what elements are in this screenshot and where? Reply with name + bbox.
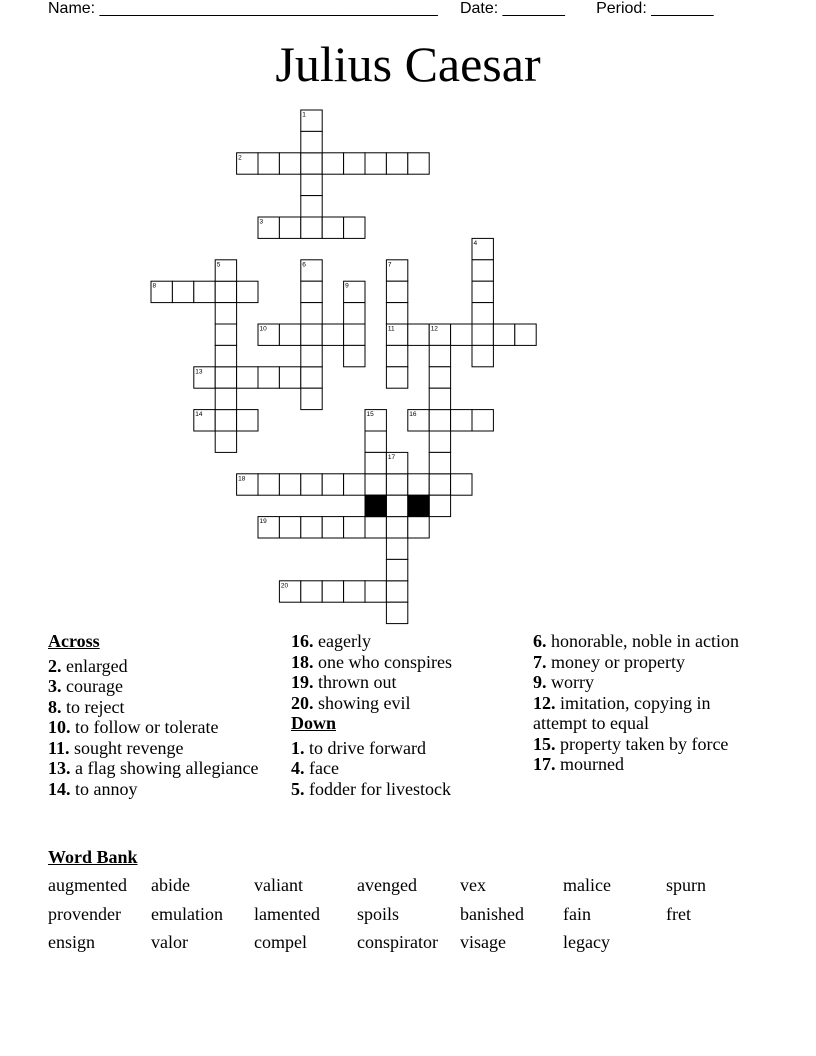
grid-cell[interactable] — [386, 517, 407, 538]
clue-text: money or property — [551, 651, 685, 672]
clue-number: 14. — [48, 778, 71, 799]
across-heading: Across — [48, 631, 100, 651]
date-field[interactable]: Date: _______ — [459, 0, 565, 17]
grid-cell[interactable] — [386, 495, 407, 516]
grid-clue-number: 12 — [430, 325, 438, 333]
grid-clue-number: 1 — [302, 111, 306, 119]
grid-cell[interactable] — [429, 410, 450, 431]
grid-cell[interactable] — [301, 281, 322, 302]
grid-cell[interactable] — [237, 281, 258, 302]
grid-clue-number: 5 — [216, 261, 221, 269]
grid-cell[interactable] — [408, 474, 429, 495]
word-bank — [48, 875, 769, 954]
clue-item — [48, 758, 268, 779]
grid-cell[interactable] — [515, 324, 536, 345]
grid-cell[interactable] — [386, 474, 407, 495]
clues-column-3 — [533, 631, 758, 775]
clue-text: mourned — [560, 754, 624, 774]
grid-cell[interactable] — [365, 517, 386, 538]
clue-item — [48, 697, 268, 718]
word-bank-item: abide — [151, 875, 190, 895]
grid-clue-number: 11 — [387, 325, 395, 333]
grid-cell[interactable] — [451, 410, 472, 431]
clue-item — [291, 693, 516, 714]
clue-number: 17. — [533, 754, 556, 774]
word-bank-item: fret — [666, 903, 691, 924]
grid-cell[interactable] — [215, 431, 236, 452]
grid-cell[interactable] — [258, 153, 279, 174]
grid-cell[interactable] — [322, 517, 343, 538]
grid-cell[interactable] — [386, 581, 407, 602]
grid-clue-number: 19 — [259, 518, 267, 526]
grid-cell[interactable] — [429, 345, 450, 366]
clue-number: 7. — [533, 651, 547, 672]
clue-text: property taken by force — [560, 733, 729, 754]
word-bank-item: provender — [48, 903, 121, 924]
grid-cell[interactable] — [237, 410, 258, 431]
clue-item — [291, 652, 516, 673]
grid-cell[interactable] — [344, 153, 365, 174]
clue-item — [291, 758, 516, 779]
grid-cell[interactable] — [386, 367, 407, 388]
clues-column-1 — [48, 631, 268, 799]
word-bank-item: valor — [151, 932, 188, 952]
word-bank-item: vex — [460, 875, 486, 895]
grid-clue-number: 7 — [387, 261, 392, 269]
grid-cell[interactable] — [258, 474, 279, 495]
grid-cell[interactable] — [301, 324, 322, 345]
word-bank-item: ensign — [48, 932, 95, 952]
grid-cell[interactable] — [215, 303, 236, 324]
grid-cell[interactable] — [451, 474, 472, 495]
grid-cell[interactable] — [472, 345, 493, 366]
name-field[interactable]: Name: ______________________________________ — [48, 0, 438, 17]
word-bank-title: Word Bank — [48, 847, 138, 867]
clue-text: courage — [66, 676, 123, 696]
clue-number: 16. — [291, 631, 314, 651]
grid-clue-number: 14 — [195, 411, 203, 419]
word-bank-item: malice — [563, 875, 611, 895]
clue-item — [48, 676, 268, 697]
clue-text: eagerly — [318, 631, 371, 651]
word-bank-item: augmented — [48, 875, 127, 895]
grid-cell[interactable] — [301, 303, 322, 324]
grid-cell[interactable] — [279, 517, 300, 538]
clue-number: 13. — [48, 758, 71, 778]
grid-cell[interactable] — [365, 431, 386, 452]
page-title: Julius Caesar — [275, 36, 541, 92]
grid-cell[interactable] — [215, 367, 236, 388]
grid-cell[interactable] — [172, 281, 193, 302]
down-heading: Down — [291, 713, 337, 733]
grid-cell[interactable] — [386, 345, 407, 366]
grid-clue-number: 18 — [238, 475, 246, 483]
clue-number: 3. — [48, 676, 62, 696]
clue-item — [48, 656, 268, 677]
grid-cell[interactable] — [215, 345, 236, 366]
word-bank-item: lamented — [254, 903, 320, 924]
grid-cell[interactable] — [451, 324, 472, 345]
clue-number: 15. — [533, 733, 556, 754]
grid-cell[interactable] — [386, 153, 407, 174]
clue-number: 5. — [291, 778, 305, 799]
grid-cell[interactable] — [301, 345, 322, 366]
clue-number: 2. — [48, 655, 62, 676]
clue-text: sought revenge — [74, 737, 184, 758]
clue-number: 10. — [48, 717, 71, 737]
grid-clue-number: 4 — [473, 239, 478, 247]
clue-item — [533, 631, 758, 652]
clue-text: honorable, noble in action — [551, 631, 739, 651]
clue-text: one who conspires — [318, 651, 452, 672]
grid-cell[interactable] — [279, 324, 300, 345]
word-bank-item: valiant — [254, 875, 303, 895]
clue-number: 11. — [48, 737, 70, 758]
clue-text: to annoy — [75, 778, 138, 799]
black-cell — [365, 495, 386, 516]
grid-clue-number: 16 — [409, 411, 417, 419]
grid-cell[interactable] — [215, 388, 236, 409]
grid-cell[interactable] — [344, 324, 365, 345]
grid-clue-number: 20 — [280, 582, 289, 590]
grid-cell[interactable] — [429, 474, 450, 495]
grid-cell[interactable] — [258, 367, 279, 388]
clue-item — [291, 631, 516, 652]
word-bank-item: avenged — [357, 875, 417, 895]
clue-item — [48, 738, 268, 759]
word-bank-item: banished — [460, 903, 524, 924]
grid-cell[interactable] — [344, 345, 365, 366]
word-bank-item: emulation — [151, 903, 223, 924]
grid-cell[interactable] — [322, 324, 343, 345]
clue-text: thrown out — [318, 672, 397, 692]
clue-item — [533, 652, 758, 673]
grid-cell[interactable] — [429, 388, 450, 409]
clue-number: 12. — [533, 692, 556, 713]
clue-item — [533, 734, 758, 755]
clue-number: 19. — [291, 672, 314, 692]
clue-number: 8. — [48, 696, 62, 717]
grid-cell[interactable] — [365, 153, 386, 174]
grid-cell[interactable] — [301, 388, 322, 409]
grid-cell[interactable] — [322, 217, 343, 238]
clue-item — [533, 672, 758, 693]
grid-cell[interactable] — [429, 431, 450, 452]
grid-cell[interactable] — [344, 474, 365, 495]
grid-cell[interactable] — [301, 153, 322, 174]
grid-cell[interactable] — [279, 153, 300, 174]
word-bank-item: compel — [254, 932, 307, 952]
grid-cell[interactable] — [472, 410, 493, 431]
clue-text: to reject — [66, 696, 125, 717]
clue-item — [48, 717, 268, 738]
grid-cell[interactable] — [301, 517, 322, 538]
grid-cell[interactable] — [429, 495, 450, 516]
word-bank-item: fain — [563, 903, 591, 924]
clue-text: fodder for livestock — [309, 778, 451, 799]
grid-cell[interactable] — [429, 452, 450, 473]
word-bank-item: legacy — [563, 932, 610, 952]
grid-clue-number: 15 — [366, 411, 374, 419]
grid-cell[interactable] — [322, 581, 343, 602]
clue-item — [533, 754, 758, 775]
grid-cell[interactable] — [322, 153, 343, 174]
clue-text: a flag showing allegiance — [75, 758, 259, 778]
grid-cell[interactable] — [365, 474, 386, 495]
grid-cell[interactable] — [344, 517, 365, 538]
grid-cell[interactable] — [386, 602, 407, 623]
grid-cell[interactable] — [279, 474, 300, 495]
clue-text: imitation, copying in attempt to equal — [533, 692, 711, 733]
grid-cell[interactable] — [386, 303, 407, 324]
grid-cell[interactable] — [386, 538, 407, 559]
clue-text: to drive forward — [309, 737, 426, 758]
clue-number: 18. — [291, 651, 314, 672]
grid-clue-number: 3 — [259, 218, 264, 226]
grid-cell[interactable] — [194, 281, 215, 302]
grid-cell[interactable] — [408, 324, 429, 345]
grid-cell[interactable] — [301, 217, 322, 238]
grid-cell[interactable] — [408, 153, 429, 174]
clue-number: 6. — [533, 631, 547, 651]
grid-cell[interactable] — [386, 281, 407, 302]
grid-cell[interactable] — [301, 196, 322, 217]
word-bank-item: conspirator — [357, 932, 438, 952]
clue-number: 1. — [291, 737, 305, 758]
period-field[interactable]: Period: _______ — [596, 0, 714, 17]
grid-cell[interactable] — [386, 559, 407, 580]
clue-item — [291, 779, 516, 800]
grid-cell[interactable] — [365, 452, 386, 473]
grid-cell[interactable] — [279, 217, 300, 238]
clue-text: face — [309, 758, 339, 778]
clue-number: 4. — [291, 758, 305, 778]
grid-clue-number: 13 — [195, 368, 203, 376]
grid-clue-number: 9 — [345, 282, 349, 290]
grid-cell[interactable] — [215, 324, 236, 345]
word-bank-item: visage — [460, 932, 506, 952]
grid-cell[interactable] — [429, 367, 450, 388]
grid-cell[interactable] — [215, 281, 236, 302]
grid-cell[interactable] — [344, 303, 365, 324]
grid-cell[interactable] — [301, 131, 322, 152]
word-bank-item: spurn — [666, 875, 706, 895]
grid-cell[interactable] — [322, 474, 343, 495]
clues-column-2 — [291, 631, 516, 799]
grid-cell[interactable] — [365, 581, 386, 602]
clue-number: 9. — [533, 672, 547, 692]
grid-cell[interactable] — [301, 581, 322, 602]
grid-cell[interactable] — [344, 581, 365, 602]
clue-text: worry — [551, 672, 594, 692]
grid-cell[interactable] — [472, 260, 493, 281]
clue-text: showing evil — [318, 692, 411, 713]
grid-cell[interactable] — [472, 324, 493, 345]
grid-cell[interactable] — [301, 174, 322, 195]
clue-number: 20. — [291, 692, 314, 713]
grid-clue-number: 6 — [302, 261, 306, 269]
black-cell — [408, 495, 429, 516]
clue-item — [291, 672, 516, 693]
grid-cell[interactable] — [408, 517, 429, 538]
clue-item — [48, 779, 268, 800]
grid-clue-number: 17 — [387, 453, 396, 461]
grid-clue-number: 8 — [152, 282, 157, 290]
grid-clue-number: 2 — [238, 154, 242, 162]
grid-cell[interactable] — [344, 217, 365, 238]
clue-text: to follow or tolerate — [75, 717, 219, 737]
word-bank-item: spoils — [357, 903, 400, 924]
grid-cell[interactable] — [237, 367, 258, 388]
grid-cell[interactable] — [472, 303, 493, 324]
grid-cell[interactable] — [215, 410, 236, 431]
clue-text: enlarged — [66, 655, 128, 676]
grid-cell[interactable] — [493, 324, 514, 345]
grid-cell[interactable] — [472, 281, 493, 302]
grid-cell[interactable] — [301, 474, 322, 495]
grid-clue-number: 10 — [259, 325, 267, 333]
clue-item — [533, 693, 758, 734]
grid-cell[interactable] — [279, 367, 300, 388]
grid-cell[interactable] — [301, 367, 322, 388]
clue-item — [291, 738, 516, 759]
